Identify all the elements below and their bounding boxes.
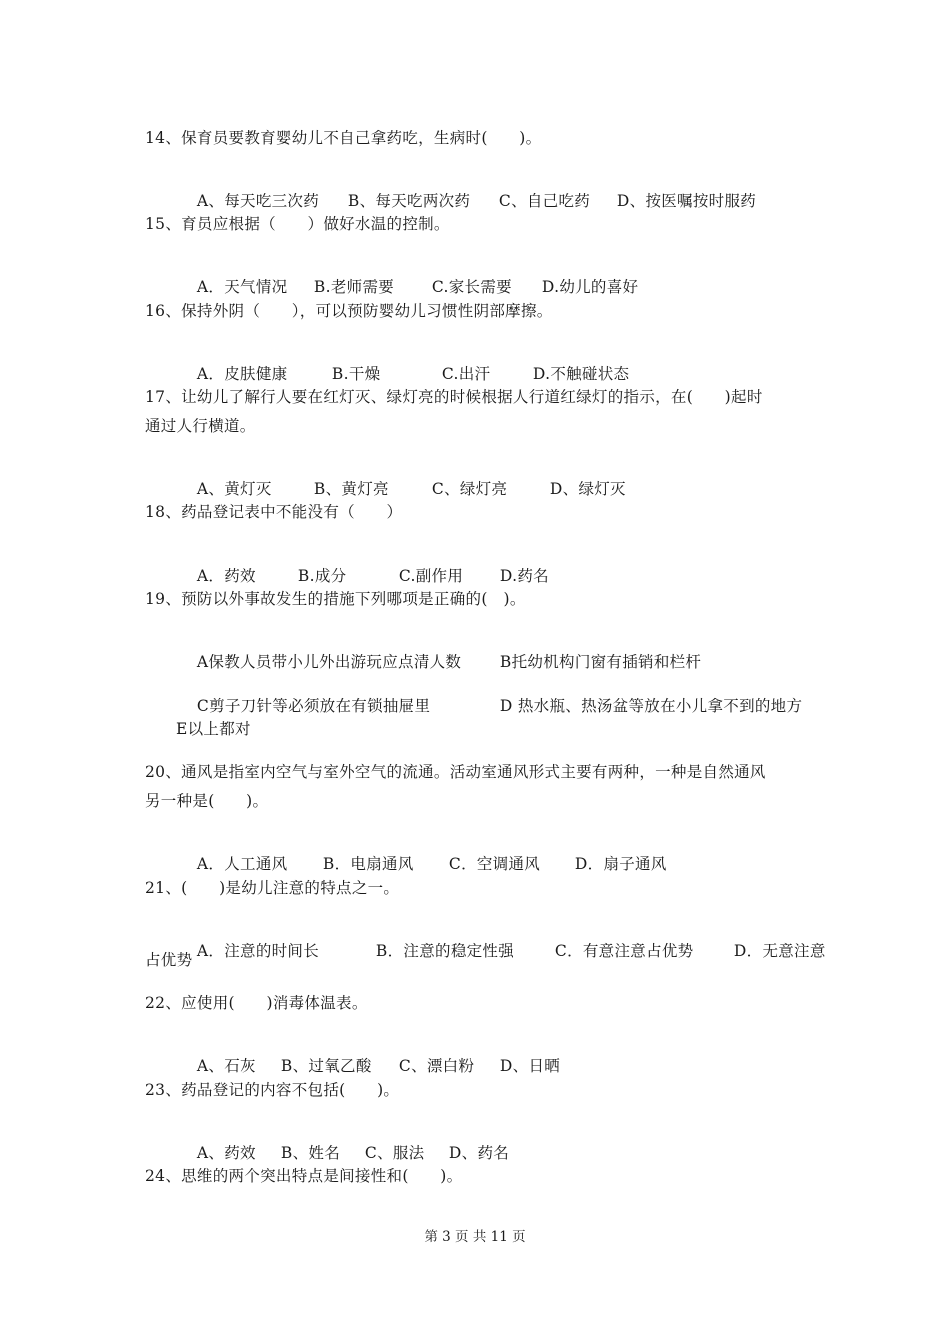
- option-d: D 热水瓶、热汤盆等放在小儿拿不到的地方: [499, 697, 803, 715]
- option-b: B、黄灯亮: [313, 480, 389, 498]
- option-c: C．有意注意占优势: [554, 942, 694, 960]
- option-d: D．扇子通风: [574, 855, 667, 873]
- option-b: B、姓名: [280, 1144, 341, 1162]
- option-b: B.老师需要: [313, 278, 395, 296]
- option-e: E以上都对: [176, 720, 251, 738]
- option-c: C.出汗: [441, 365, 491, 383]
- question-17-stem-line-1: 17、让幼儿了解行人要在红灯灭、绿灯亮的时候根据人行道红绿灯的指示，在( )起时: [145, 388, 763, 406]
- option-d: D、按医嘱按时服药: [616, 192, 757, 210]
- option-a: A．注意的时间长: [196, 942, 320, 960]
- option-a: A．人工通风: [196, 855, 288, 873]
- question-23-stem: 23、药品登记的内容不包括( )。: [145, 1081, 400, 1099]
- question-15-stem: 15、育员应根据（ ）做好水温的控制。: [145, 215, 450, 233]
- option-a: A、黄灯灭: [196, 480, 272, 498]
- option-c: C、自己吃药: [498, 192, 591, 210]
- option-a: A保教人员带小儿外出游玩应点清人数: [196, 653, 462, 671]
- option-d: D、绿灯灭: [549, 480, 626, 498]
- option-d: D.不触碰状态: [532, 365, 630, 383]
- question-20-stem-line-2: 另一种是( )。: [145, 792, 269, 810]
- option-a: A．药效: [196, 567, 256, 585]
- question-24-stem: 24、思维的两个突出特点是间接性和( )。: [145, 1167, 463, 1185]
- question-21-stem: 21、( )是幼儿注意的特点之一。: [145, 879, 400, 897]
- question-22-stem: 22、应使用( )消毒体温表。: [145, 994, 368, 1012]
- option-d: D.幼儿的喜好: [541, 278, 639, 296]
- option-c: C、服法: [364, 1144, 425, 1162]
- option-c: C、绿灯亮: [431, 480, 508, 498]
- option-d: D、日晒: [499, 1057, 561, 1075]
- question-19-options-row-2: [176, 676, 802, 736]
- option-a: A、石灰: [196, 1057, 256, 1075]
- option-d: D．无意注意: [733, 942, 826, 960]
- question-21-options-continuation: 占优势: [145, 951, 193, 969]
- option-a: A、每天吃三次药: [196, 192, 320, 210]
- option-d: D、药名: [448, 1144, 510, 1162]
- option-b: B托幼机构门窗有插销和栏杆: [499, 653, 702, 671]
- option-a: A．皮肤健康: [196, 365, 288, 383]
- option-c: C.副作用: [398, 567, 464, 585]
- question-20-stem-line-1: 20、通风是指室内空气与室外空气的流通。活动室通风形式主要有两种，一种是自然通风: [145, 763, 766, 781]
- question-19-stem: 19、预防以外事故发生的措施下列哪项是正确的( )。: [145, 590, 526, 608]
- option-b: B．注意的稳定性强: [375, 942, 515, 960]
- option-c: C剪子刀针等必须放在有锁抽屉里: [196, 697, 431, 715]
- option-b: B.成分: [297, 567, 347, 585]
- question-18-stem: 18、药品登记表中不能没有（ ）: [145, 503, 403, 521]
- option-a: A．天气情况: [196, 278, 288, 296]
- question-14-stem: 14、保育员要教育婴幼儿不自己拿药吃，生病时( )。: [145, 129, 542, 147]
- option-a: A、药效: [196, 1144, 256, 1162]
- option-b: B．电扇通风: [322, 855, 414, 873]
- option-b: B、每天吃两次药: [347, 192, 471, 210]
- option-d: D.药名: [499, 567, 549, 585]
- option-c: C、漂白粉: [398, 1057, 475, 1075]
- option-b: B、过氧乙酸: [280, 1057, 372, 1075]
- question-16-stem: 16、保持外阴（ ），可以预防婴幼儿习惯性阴部摩擦。: [145, 302, 553, 320]
- option-c: C．空调通风: [448, 855, 541, 873]
- question-21-options: [176, 921, 826, 981]
- question-17-stem-line-2: 通过人行横道。: [145, 417, 256, 435]
- option-b: B.干燥: [331, 365, 381, 383]
- option-c: C.家长需要: [431, 278, 512, 296]
- page-number-footer: 第 3 页 共 11 页: [424, 1229, 526, 1245]
